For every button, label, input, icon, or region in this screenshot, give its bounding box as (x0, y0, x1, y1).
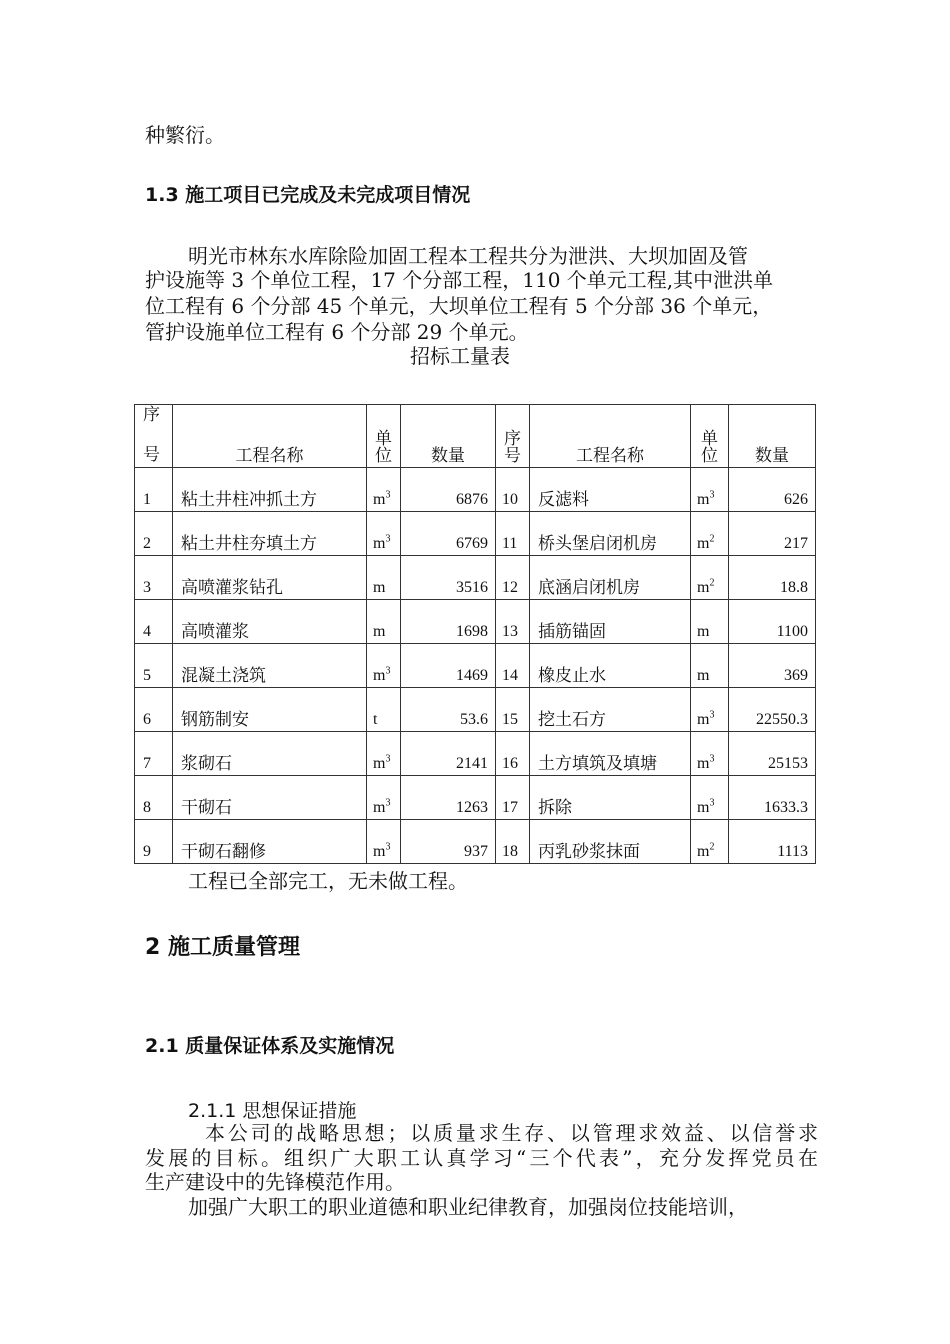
unit-base: m (373, 535, 386, 552)
table-row (135, 688, 816, 732)
quantity-right: 1113 (729, 820, 816, 864)
header-unit-top-char: 单 (375, 429, 392, 448)
quantity-right: 1100 (729, 600, 816, 644)
unit-base: m (373, 579, 386, 596)
unit-right (691, 556, 729, 600)
row-number-left: 1 (135, 468, 173, 512)
row-number-left: 2 (135, 512, 173, 556)
unit-exponent: 2 (709, 533, 715, 545)
item-name-left: 干砌石 (173, 776, 367, 820)
item-name-right: 挖土石方 (530, 688, 691, 732)
item-name-right: 橡皮止水 (530, 644, 691, 688)
row-number-left: 4 (135, 600, 173, 644)
item-name-right: 底涵启闭机房 (530, 556, 691, 600)
header-seq-left (135, 405, 173, 468)
unit-right (691, 732, 729, 776)
item-name-left: 粘土井柱冲抓土方 (173, 468, 367, 512)
unit-left (367, 468, 401, 512)
row-number-right: 10 (496, 468, 530, 512)
row-number-left: 6 (135, 688, 173, 732)
table-row (135, 468, 816, 512)
unit-exponent: 3 (709, 753, 715, 765)
item-name-left: 混凝土浇筑 (173, 644, 367, 688)
summary-line-4: 管护设施单位工程有 6 个分部 29 个单元。 (145, 320, 529, 344)
row-number-right: 13 (496, 600, 530, 644)
header-seq-right (496, 405, 530, 468)
row-number-right: 18 (496, 820, 530, 864)
unit-base: t (373, 711, 378, 728)
unit-base: m (697, 711, 710, 728)
summary-line-2: 护设施等 3 个单位工程，17 个分部工程，110 个单元工程,其中泄洪单 (145, 268, 774, 292)
row-number-left: 9 (135, 820, 173, 864)
header-name-left: 工程名称 (173, 405, 367, 468)
table-body (135, 468, 816, 864)
quantity-left: 2141 (401, 732, 496, 776)
row-number-left: 5 (135, 644, 173, 688)
header-unit-left (367, 405, 401, 468)
unit-right (691, 688, 729, 732)
unit-exponent: 3 (385, 841, 391, 853)
section-1-3-heading: 1.3 施工项目已完成及未完成项目情况 (145, 184, 471, 206)
row-number-right: 12 (496, 556, 530, 600)
table-row (135, 732, 816, 776)
row-number-left: 8 (135, 776, 173, 820)
item-name-right: 丙乳砂浆抹面 (530, 820, 691, 864)
unit-base: m (697, 843, 710, 860)
unit-exponent: 3 (385, 665, 391, 677)
quantity-left: 1469 (401, 644, 496, 688)
header-seq-top-char: 序 (504, 429, 521, 448)
unit-exponent: 3 (385, 533, 391, 545)
completion-note: 工程已全部完工，无未做工程。 (188, 869, 468, 893)
strategy-line-3: 生产建设中的先锋模范作用。 (145, 1170, 405, 1194)
unit-right (691, 644, 729, 688)
table-row (135, 776, 816, 820)
unit-base: m (373, 491, 386, 508)
unit-base: m (697, 667, 710, 684)
strategy-line-2: 发展的目标。组织广大职工认真学习“三个代表”，充分发挥党员在 (145, 1146, 818, 1170)
item-name-right: 反滤料 (530, 468, 691, 512)
unit-left (367, 512, 401, 556)
unit-left (367, 820, 401, 864)
item-name-left: 粘土井柱夯填土方 (173, 512, 367, 556)
section-2-1-1-heading: 2.1.1 思想保证措施 (188, 1100, 357, 1122)
quantity-right: 626 (729, 468, 816, 512)
unit-left (367, 556, 401, 600)
row-number-left: 7 (135, 732, 173, 776)
unit-right (691, 776, 729, 820)
unit-exponent: 2 (709, 841, 715, 853)
unit-base: m (373, 667, 386, 684)
row-number-right: 16 (496, 732, 530, 776)
unit-exponent: 3 (385, 753, 391, 765)
quantity-left: 3516 (401, 556, 496, 600)
unit-left (367, 644, 401, 688)
header-unit-bottom-char: 位 (701, 446, 718, 465)
table-header-row (135, 405, 816, 468)
item-name-right: 土方填筑及填塘 (530, 732, 691, 776)
unit-exponent: 3 (385, 797, 391, 809)
unit-exponent: 3 (709, 797, 715, 809)
unit-right (691, 600, 729, 644)
unit-base: m (697, 755, 710, 772)
row-number-right: 14 (496, 644, 530, 688)
unit-base: m (373, 755, 386, 772)
unit-exponent: 3 (385, 489, 391, 501)
item-name-left: 高喷灌浆钻孔 (173, 556, 367, 600)
summary-line-3: 位工程有 6 个分部 45 个单元，大坝单位工程有 5 个分部 36 个单元， (145, 294, 773, 318)
table-caption: 招标工量表 (410, 344, 510, 368)
unit-base: m (697, 579, 710, 596)
quantity-left: 53.6 (401, 688, 496, 732)
unit-exponent: 3 (709, 489, 715, 501)
unit-exponent: 3 (709, 709, 715, 721)
strategy-line-1: 本公司的战略思想；以质量求生存、以管理求效益、以信誉求 (205, 1121, 818, 1145)
header-unit-right (691, 405, 729, 468)
quantity-left: 1698 (401, 600, 496, 644)
unit-right (691, 820, 729, 864)
quantity-right: 22550.3 (729, 688, 816, 732)
quantity-left: 937 (401, 820, 496, 864)
table-row (135, 644, 816, 688)
section-2-heading: 2 施工质量管理 (145, 935, 300, 960)
unit-base: m (373, 799, 386, 816)
training-line: 加强广大职工的职业道德和职业纪律教育，加强岗位技能培训， (188, 1195, 748, 1219)
table-row (135, 512, 816, 556)
row-number-right: 15 (496, 688, 530, 732)
table-row (135, 556, 816, 600)
unit-right (691, 512, 729, 556)
header-name-right: 工程名称 (530, 405, 691, 468)
unit-left (367, 600, 401, 644)
quantity-left: 6876 (401, 468, 496, 512)
unit-base: m (373, 623, 386, 640)
table-row (135, 820, 816, 864)
quantity-right: 18.8 (729, 556, 816, 600)
unit-left (367, 776, 401, 820)
table-row (135, 600, 816, 644)
header-qty-right: 数量 (729, 405, 816, 468)
quantity-right: 369 (729, 644, 816, 688)
unit-base: m (697, 535, 710, 552)
item-name-left: 高喷灌浆 (173, 600, 367, 644)
header-seq-top-char: 序 (143, 405, 160, 424)
quantity-table (134, 404, 816, 864)
item-name-right: 拆除 (530, 776, 691, 820)
row-number-left: 3 (135, 556, 173, 600)
header-unit-bottom-char: 位 (375, 446, 392, 465)
unit-base: m (697, 623, 710, 640)
row-number-right: 17 (496, 776, 530, 820)
unit-left (367, 688, 401, 732)
unit-base: m (697, 491, 710, 508)
item-name-left: 钢筋制安 (173, 688, 367, 732)
header-seq-bottom-char: 号 (143, 445, 160, 464)
row-number-right: 11 (496, 512, 530, 556)
item-name-left: 干砌石翻修 (173, 820, 367, 864)
item-name-right: 桥头堡启闭机房 (530, 512, 691, 556)
quantity-right: 1633.3 (729, 776, 816, 820)
unit-exponent: 2 (709, 577, 715, 589)
quantity-right: 217 (729, 512, 816, 556)
quantity-left: 6769 (401, 512, 496, 556)
unit-base: m (373, 843, 386, 860)
header-qty-left: 数量 (401, 405, 496, 468)
quantity-left: 1263 (401, 776, 496, 820)
intro-tail-text: 种繁衍。 (145, 123, 225, 147)
header-seq-bottom-char: 号 (504, 446, 521, 465)
section-2-1-heading: 2.1 质量保证体系及实施情况 (145, 1035, 395, 1057)
unit-right (691, 468, 729, 512)
header-unit-top-char: 单 (701, 429, 718, 448)
quantity-right: 25153 (729, 732, 816, 776)
summary-line-1: 明光市林东水库除险加固工程本工程共分为泄洪、大坝加固及管 (188, 244, 748, 268)
unit-left (367, 732, 401, 776)
item-name-left: 浆砌石 (173, 732, 367, 776)
unit-base: m (697, 799, 710, 816)
item-name-right: 插筋锚固 (530, 600, 691, 644)
